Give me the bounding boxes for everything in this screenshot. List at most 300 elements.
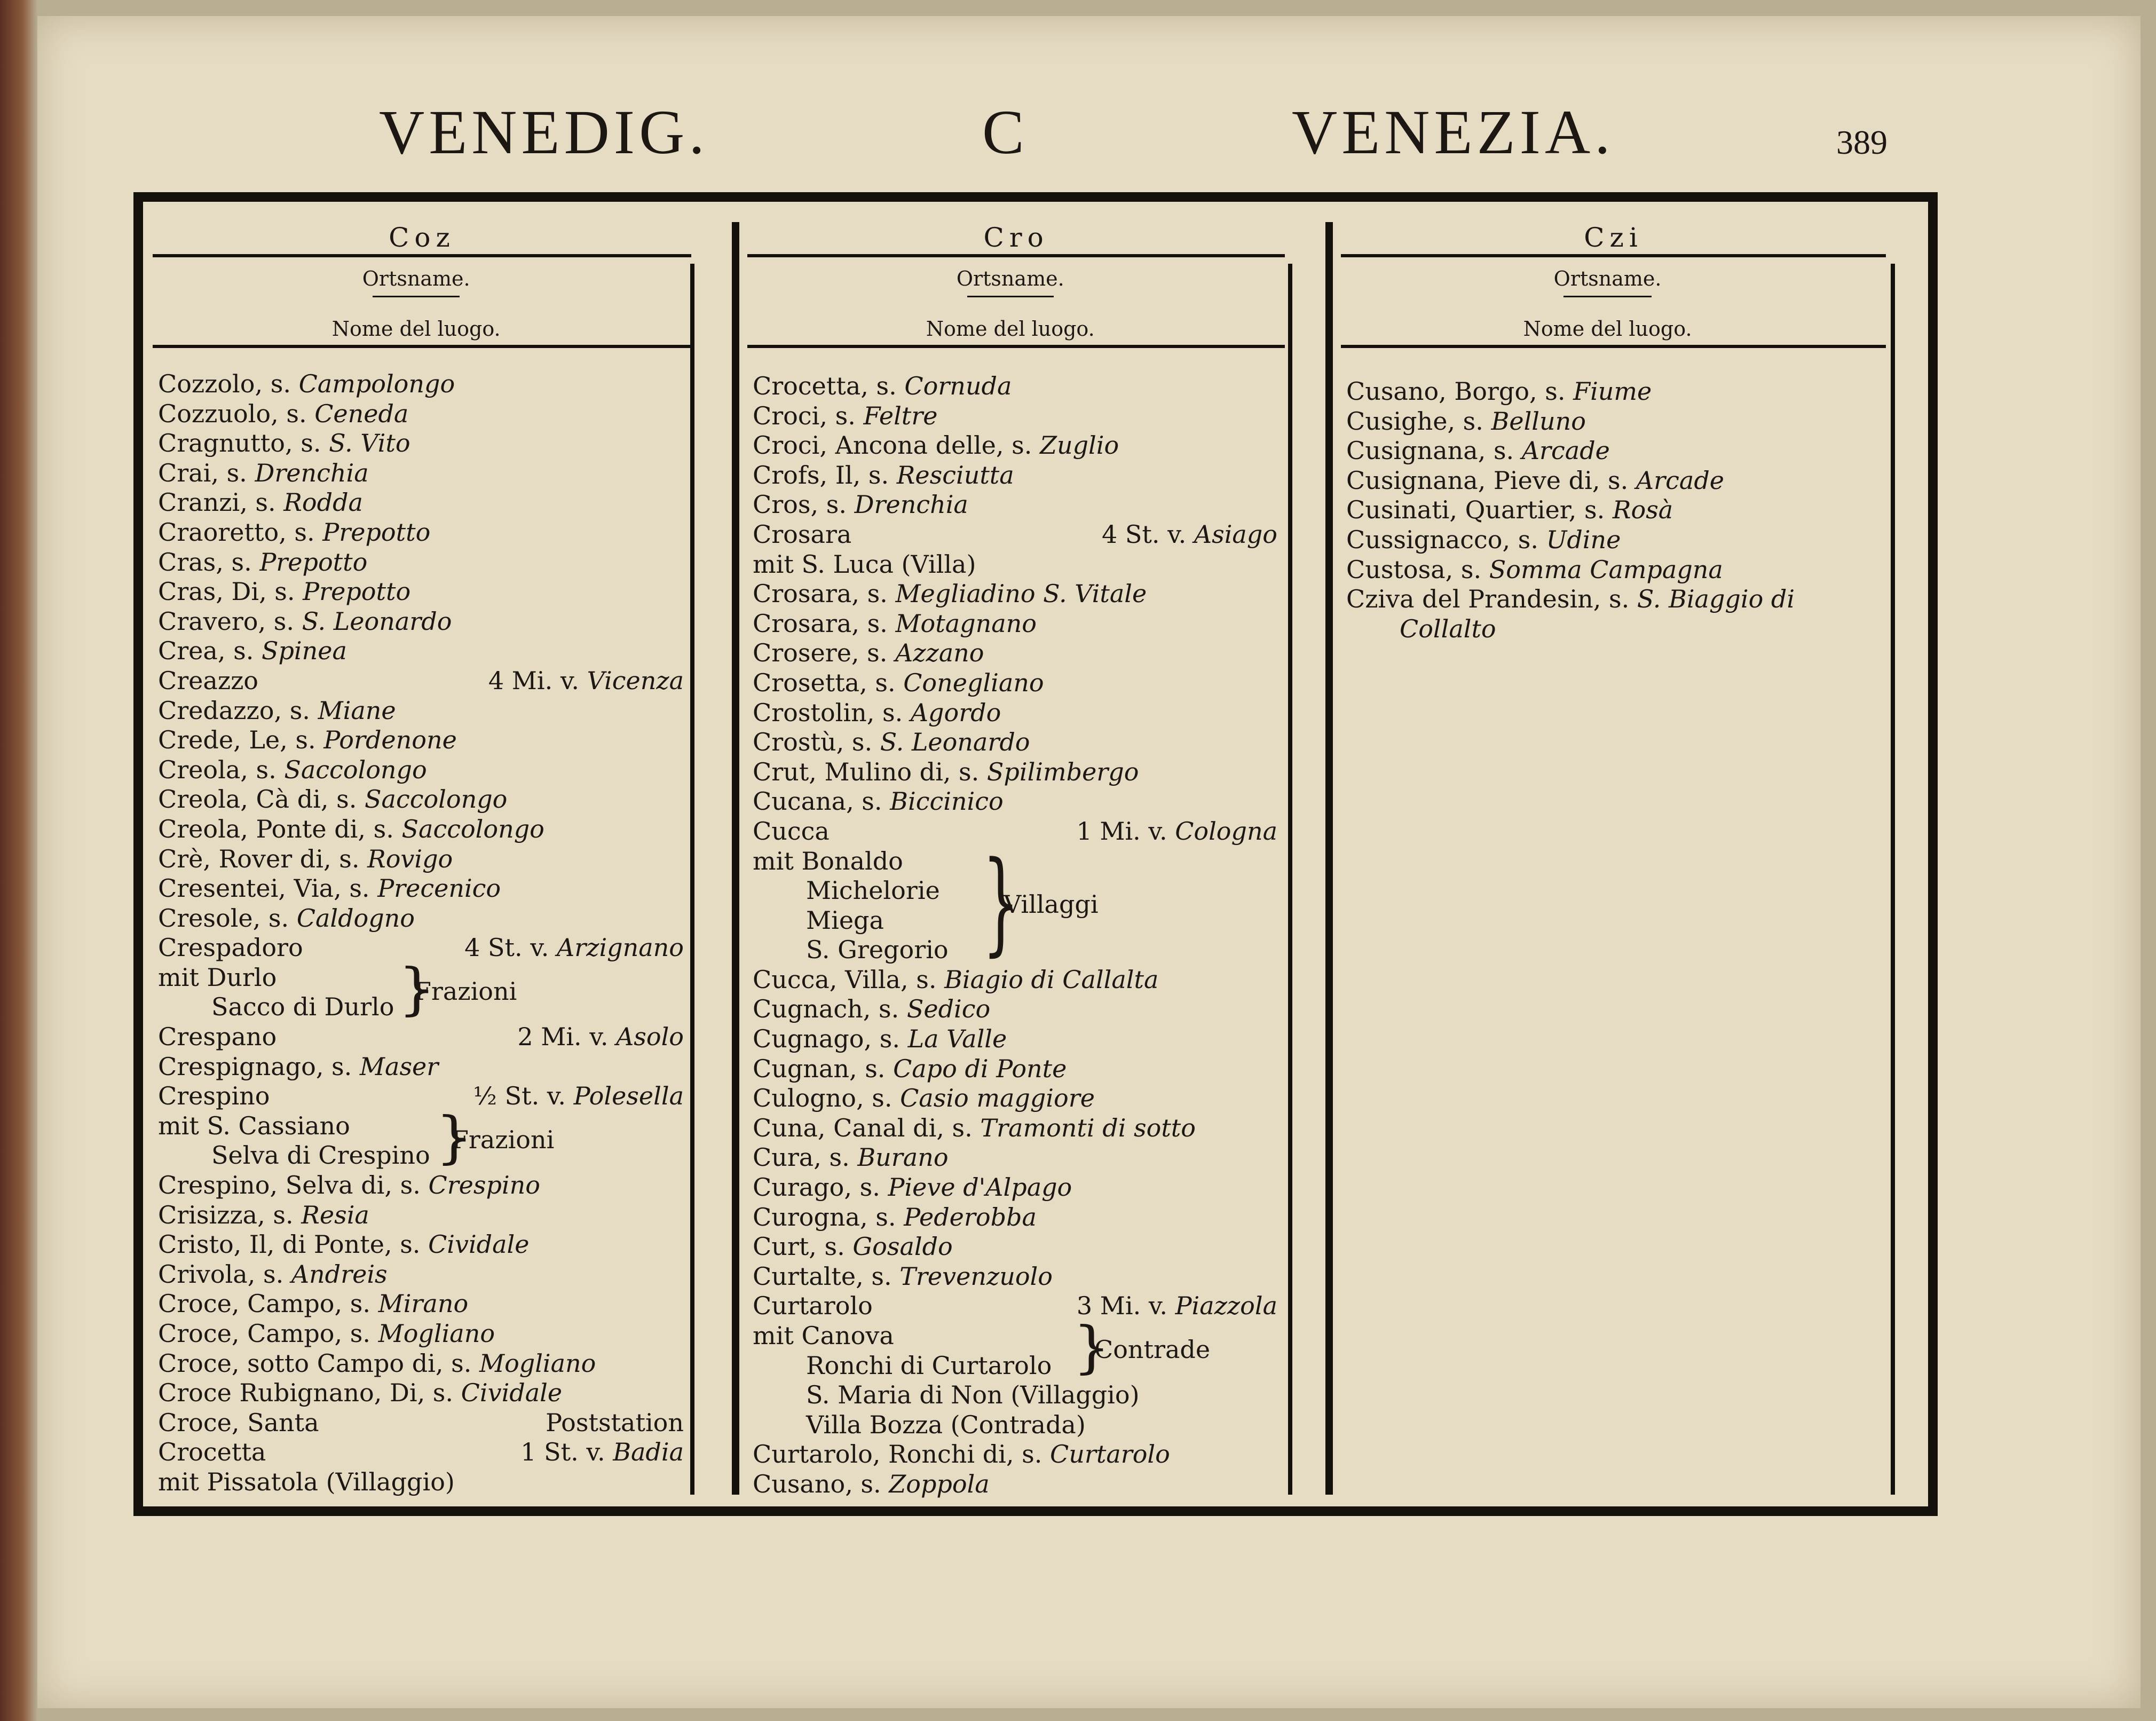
reference-place: Prepotto <box>303 577 411 606</box>
place-name <box>158 488 363 518</box>
place-name-text: Crespignago <box>158 1052 316 1081</box>
reference-place: Motagnano <box>895 609 1037 638</box>
place-name-text: Curt <box>753 1232 809 1261</box>
list-item <box>753 1173 1277 1203</box>
reference-separator: , s. <box>866 698 911 727</box>
place-name-text: Crosere <box>753 638 851 668</box>
list-item <box>753 1232 1277 1262</box>
reference-place: S. Vito <box>329 429 410 458</box>
reference-separator: , s. <box>247 1259 291 1289</box>
reference-place: Maser <box>359 1052 439 1081</box>
reference-separator: , s. <box>1006 1440 1051 1469</box>
place-name <box>158 607 452 637</box>
inner-column-rule <box>1288 264 1292 1495</box>
place-name-text: Curtarolo <box>753 1291 873 1321</box>
list-item <box>158 1081 684 1111</box>
distance-place: Cologna <box>1175 816 1277 846</box>
place-name <box>753 668 1044 698</box>
place-name-text: Croce Rubignano, Di <box>158 1378 417 1408</box>
reference-separator: , s. <box>836 728 880 757</box>
place-name <box>753 1084 1095 1114</box>
reference-separator: , s. <box>259 577 303 606</box>
place-name <box>753 1232 953 1262</box>
place-name-text: Cussignacco <box>1346 525 1503 554</box>
reference-separator: , s. <box>1445 555 1489 584</box>
reference-place: Mogliano <box>479 1348 596 1378</box>
place-name <box>753 579 1147 609</box>
place-name-text: Ronchi di Curtarolo <box>806 1351 1052 1380</box>
distance-note <box>546 1408 684 1438</box>
distance-place: Badia <box>613 1438 684 1467</box>
place-name <box>211 1141 430 1171</box>
list-item <box>158 696 684 726</box>
reference-separator: , s. <box>851 638 896 668</box>
list-item <box>1346 614 1879 644</box>
place-name-text: Cros <box>753 490 811 519</box>
place-name-text: Cura <box>753 1143 814 1172</box>
reference-separator: , s. <box>279 517 323 547</box>
list-item <box>158 607 684 637</box>
page-number: 389 <box>1836 123 1888 161</box>
ortsname-label: Ortsname. <box>1553 267 1662 290</box>
list-item <box>158 369 684 399</box>
reference-separator: , s. <box>845 1469 889 1498</box>
place-name <box>158 1201 369 1230</box>
reference-place: Resciutta <box>896 460 1014 490</box>
reference-place: Saccolongo <box>284 755 427 784</box>
reference-separator: , s. <box>863 994 907 1024</box>
list-item <box>1346 495 1879 525</box>
place-name <box>158 1408 319 1438</box>
column-coz <box>153 221 732 1495</box>
place-name <box>753 1470 990 1499</box>
reference-separator: , s. <box>996 431 1040 460</box>
place-name <box>1346 495 1673 525</box>
list-item <box>1346 585 1879 614</box>
place-name <box>753 698 1001 728</box>
reference-place: Biagio di Callalta <box>944 965 1159 994</box>
reference-separator: , s. <box>901 965 945 994</box>
distance-place: Vicenza <box>587 666 684 695</box>
list-item <box>753 550 1277 580</box>
list-item <box>753 431 1277 461</box>
nome-label: Nome del luogo. <box>926 317 1095 341</box>
place-name <box>806 1410 1086 1440</box>
column-header <box>747 257 1325 348</box>
header-bottom-rule <box>153 345 691 348</box>
list-item <box>753 1114 1277 1143</box>
reference-separator: , s. <box>211 458 255 487</box>
distance-text: 1 St. v. <box>520 1438 613 1467</box>
place-name <box>753 638 984 668</box>
place-name <box>753 609 1037 639</box>
place-name <box>753 1321 894 1351</box>
place-name <box>753 461 1014 491</box>
reference-separator: , s. <box>384 1171 429 1200</box>
place-name-text: Villa Bozza (Contrada) <box>806 1410 1086 1439</box>
reference-separator: , s. <box>1447 406 1491 436</box>
list-item <box>158 1467 684 1497</box>
place-name-text: Curtarolo, Ronchi di <box>753 1440 1006 1469</box>
place-name <box>806 876 940 906</box>
place-name-text: Cusano <box>753 1469 846 1498</box>
place-name-text: Cugnan <box>753 1054 849 1083</box>
place-name-text: Crut, Mulino di <box>753 757 943 786</box>
list-item <box>158 666 684 696</box>
reference-separator: , s. <box>814 1143 858 1172</box>
nome-label: Nome del luogo. <box>1523 317 1692 341</box>
place-name <box>158 636 347 666</box>
distance-text: 1 Mi. v. <box>1076 816 1175 846</box>
grouping-brace: } <box>982 837 1020 967</box>
place-name <box>753 520 851 550</box>
reference-separator: , s. <box>851 609 896 638</box>
distance-place: Asiago <box>1194 519 1277 549</box>
list-item <box>1346 436 1879 466</box>
place-name-text: Culogno <box>753 1084 856 1113</box>
reference-separator: , s. <box>1502 525 1546 554</box>
group-label: Contrade <box>1094 1335 1211 1364</box>
ortsname-label: Ortsname. <box>362 267 470 290</box>
place-name-table <box>133 192 1938 1516</box>
list-item <box>158 1319 684 1349</box>
place-name-text: mit Pissatola (Villaggio) <box>158 1467 455 1496</box>
column-header <box>153 257 732 348</box>
book-page <box>37 16 2141 1708</box>
place-name-text: Cresentei, Via <box>158 874 334 903</box>
place-name <box>158 815 544 844</box>
reference-place: Pordenone <box>323 725 457 755</box>
place-name-text: Cusignana, Pieve di <box>1346 465 1592 495</box>
place-name <box>1346 555 1723 585</box>
place-name <box>158 1081 270 1111</box>
grouping-brace: } <box>1073 1314 1110 1380</box>
list-item <box>753 1470 1277 1499</box>
reference-separator: , s. <box>810 490 855 519</box>
reference-place: Saccolongo <box>365 785 508 814</box>
reference-place: Gosaldo <box>852 1232 953 1261</box>
distance-text: ½ St. v. <box>473 1081 574 1111</box>
list-item <box>158 1022 684 1052</box>
list-item <box>1346 555 1879 585</box>
reference-place: Andreis <box>291 1259 388 1289</box>
reference-place: Tramonti di sotto <box>980 1113 1196 1142</box>
place-name <box>158 755 427 785</box>
list-item <box>753 1143 1277 1173</box>
place-name <box>158 429 410 459</box>
reference-separator: , s. <box>860 1202 904 1231</box>
place-name-text: Cusighe <box>1346 406 1448 436</box>
place-name <box>1346 436 1610 466</box>
list-item <box>753 1262 1277 1292</box>
place-name-text: S. Maria di Non (Villaggio) <box>806 1380 1140 1410</box>
place-name-text: Crea <box>158 636 218 666</box>
reference-place: Spinea <box>261 636 347 666</box>
place-name-text: mit Canova <box>753 1321 894 1350</box>
reference-separator: , s. <box>358 814 402 843</box>
place-name-text: Cziva del Prandesin <box>1346 585 1593 614</box>
reference-separator: , s. <box>258 606 302 636</box>
list-item <box>753 401 1277 431</box>
reference-separator: , s. <box>809 1232 853 1261</box>
distance-place: Arzignano <box>557 933 684 962</box>
entry-list <box>1346 377 1879 644</box>
distance-note <box>488 666 684 696</box>
reference-separator: , s. <box>334 874 378 903</box>
list-item <box>158 1378 684 1408</box>
inner-column-rule <box>1891 264 1895 1495</box>
reference-place: Udine <box>1546 525 1621 554</box>
reference-place: Miane <box>318 696 396 725</box>
reference-place: Agordo <box>910 698 1001 727</box>
group-label: Frazioni <box>452 1125 555 1154</box>
nome-label: Nome del luogo. <box>331 317 501 341</box>
reference-place: Cornuda <box>904 372 1012 400</box>
column-divider <box>1325 222 1333 1495</box>
list-item <box>753 638 1277 668</box>
place-name-text: Creola, Cà di <box>158 785 321 814</box>
place-name <box>753 1262 1053 1292</box>
place-name <box>806 935 949 965</box>
place-name <box>753 550 976 580</box>
place-name-text: Crosara <box>753 519 852 549</box>
reference-place: Rovigo <box>367 844 453 873</box>
reference-place: Mirano <box>378 1289 469 1319</box>
place-name <box>806 906 884 936</box>
list-item <box>753 609 1277 639</box>
place-name-text: Crostù <box>753 728 836 757</box>
distance-note <box>517 1022 684 1052</box>
place-name <box>158 399 408 429</box>
place-name <box>158 369 455 399</box>
reference-separator: , s. <box>859 668 904 697</box>
place-name-text: Cusignana <box>1346 436 1478 465</box>
place-name-text: Sacco di Durlo <box>211 992 394 1022</box>
column-cro <box>747 221 1325 1498</box>
reference-separator: , s. <box>943 757 987 786</box>
reference-separator: , s. <box>852 460 897 490</box>
place-name-text: Creola, Ponte di <box>158 814 358 843</box>
place-name <box>158 1289 468 1319</box>
reference-place: Zuglio <box>1040 431 1119 460</box>
list-item <box>753 787 1277 817</box>
place-name-text: Crespadoro <box>158 933 303 962</box>
place-name-text: Cranzi <box>158 488 240 517</box>
place-name <box>1346 525 1621 555</box>
place-name-text: Selva di Crespino <box>211 1141 430 1170</box>
place-name <box>753 1440 1170 1470</box>
list-item <box>753 994 1277 1024</box>
reference-place: Trevenzuolo <box>899 1261 1053 1291</box>
place-name-text: Croce, sotto Campo di <box>158 1348 436 1378</box>
list-item <box>158 1349 684 1379</box>
reference-place: Collalto <box>1400 614 1496 643</box>
distance-note <box>1076 817 1277 847</box>
place-name-text: mit S. Luca (Villa) <box>753 549 976 579</box>
place-name <box>753 994 990 1024</box>
group-label: Frazioni <box>414 976 517 1006</box>
list-item <box>158 1052 684 1082</box>
list-item <box>158 755 684 785</box>
place-name-text: Creola <box>158 755 241 784</box>
place-name <box>158 725 457 755</box>
reference-place: Arcade <box>1636 465 1724 495</box>
place-name <box>158 1052 438 1082</box>
reference-place: Feltre <box>863 401 938 430</box>
entry-list <box>753 372 1277 1499</box>
place-name <box>158 518 430 548</box>
place-name <box>158 1467 455 1497</box>
distance-text: Poststation <box>546 1408 684 1437</box>
place-name <box>806 1380 1140 1410</box>
reference-place: Crespino <box>428 1171 540 1200</box>
column-heading: Czi <box>1341 221 1886 257</box>
place-name-text: Cucca, Villa <box>753 965 901 994</box>
place-name <box>158 1349 596 1379</box>
reference-place: Megliadino S. Vitale <box>895 579 1147 609</box>
place-name <box>753 817 830 847</box>
place-name <box>158 933 303 963</box>
list-item <box>753 965 1277 995</box>
place-name-text: mit S. Cassiano <box>158 1111 350 1140</box>
reference-place: Prepotto <box>322 517 431 547</box>
header-letter: C <box>982 97 1029 167</box>
place-name-text: Crocetta <box>753 372 861 400</box>
reference-separator: , s. <box>856 1261 900 1291</box>
place-name <box>1346 407 1586 437</box>
entry-list <box>158 369 684 1497</box>
reference-place: Zoppola <box>889 1469 990 1498</box>
reference-place: Fiume <box>1573 377 1652 406</box>
list-item <box>753 520 1277 550</box>
reference-place: Azzano <box>895 638 984 668</box>
place-name-text: Cresole <box>158 903 253 933</box>
place-name <box>158 1171 540 1201</box>
list-item <box>158 459 684 488</box>
place-name-text: Cravero <box>158 606 258 636</box>
reference-place: Somma Campagna <box>1489 555 1723 584</box>
place-name-text: Crespino, Selva di <box>158 1171 385 1200</box>
place-name <box>1346 585 1795 614</box>
place-name-text: Crosara <box>753 579 852 609</box>
place-name-text: Cras <box>158 547 216 577</box>
place-name <box>753 1054 1067 1084</box>
distance-text: 2 Mi. v. <box>517 1022 617 1052</box>
grouping-brace: } <box>398 956 436 1022</box>
place-name-text: Cras, Di <box>158 577 259 606</box>
reference-place: Rodda <box>283 488 363 517</box>
place-name-text: Crivola <box>158 1259 248 1289</box>
reference-separator: , s. <box>255 369 299 398</box>
header-left-title: VENEDIG. <box>379 97 709 167</box>
place-name <box>753 372 1012 401</box>
place-name-text: S. Gregorio <box>806 935 949 965</box>
place-name <box>158 577 410 607</box>
list-item <box>158 815 684 844</box>
place-name-text: Cozzuolo <box>158 399 271 428</box>
list-item <box>1346 525 1879 555</box>
distance-place: Asolo <box>616 1022 684 1052</box>
reference-place: Capo di Ponte <box>893 1054 1067 1083</box>
reference-place: Pederobba <box>904 1202 1037 1231</box>
reference-place: Rosà <box>1612 495 1673 525</box>
reference-separator: , s. <box>285 429 329 458</box>
reference-separator: , s. <box>849 1054 894 1083</box>
reference-separator: , s. <box>240 488 284 517</box>
place-name <box>753 757 1139 787</box>
reference-separator: , s. <box>1478 436 1522 465</box>
list-item <box>753 728 1277 757</box>
place-name-text: Cucca <box>753 816 830 846</box>
list-item <box>1346 466 1879 496</box>
place-name-text: Crofs, Il <box>753 460 853 490</box>
book-spine <box>0 0 37 1721</box>
list-item <box>753 1440 1277 1470</box>
place-name <box>158 904 415 934</box>
place-name <box>211 992 394 1022</box>
list-item <box>158 904 684 934</box>
place-name <box>158 963 277 993</box>
list-item <box>158 399 684 429</box>
place-name-text: Croce, Santa <box>158 1408 319 1437</box>
column-heading: Cro <box>747 221 1285 257</box>
place-name-text: Croce, Campo <box>158 1319 335 1348</box>
list-item <box>753 698 1277 728</box>
place-name-text: Crocetta <box>158 1438 266 1467</box>
reference-place: La Valle <box>907 1024 1007 1054</box>
reference-place: Drenchia <box>854 490 968 519</box>
place-name-text: Crè, Rover di <box>158 844 323 873</box>
list-item <box>158 488 684 518</box>
list-item <box>158 636 684 666</box>
reference-place: Cividale <box>428 1230 530 1259</box>
place-name <box>158 1260 388 1290</box>
reference-separator: , s. <box>417 1378 461 1408</box>
reference-place: Saccolongo <box>401 814 544 843</box>
list-item <box>158 1171 684 1201</box>
list-item <box>158 725 684 755</box>
reference-separator: , s. <box>860 372 905 400</box>
reference-place: Biccinico <box>890 787 1004 816</box>
place-name-text: Croci <box>753 401 820 430</box>
place-name <box>158 785 507 815</box>
reference-separator: , s. <box>435 1348 479 1378</box>
place-name <box>753 787 1004 817</box>
place-name-text: Crostolin <box>753 698 867 727</box>
header-rule <box>967 296 1054 297</box>
list-item <box>753 1410 1277 1440</box>
reference-separator: , s. <box>240 755 285 784</box>
reference-separator: , s. <box>864 1024 908 1054</box>
reference-place: Arcade <box>1521 436 1610 465</box>
place-name-text: Custosa <box>1346 555 1446 584</box>
reference-place: Pieve d'Alpago <box>888 1173 1072 1202</box>
reference-separator: , s. <box>323 844 368 873</box>
reference-place: Campolongo <box>298 369 455 398</box>
distance-place: Polesella <box>573 1081 684 1111</box>
place-name-text: Cusinati, Quartier <box>1346 495 1569 525</box>
list-item <box>158 844 684 874</box>
place-name-text: Cragnutto <box>158 429 285 458</box>
list-item <box>158 1289 684 1319</box>
list-item <box>753 668 1277 698</box>
list-item <box>753 372 1277 401</box>
reference-separator: , s. <box>320 785 365 814</box>
place-name <box>753 1024 1007 1054</box>
place-name-text: Cusano, Borgo <box>1346 377 1530 406</box>
place-name-text: Crosetta <box>753 668 860 697</box>
header-rule <box>1563 296 1652 297</box>
